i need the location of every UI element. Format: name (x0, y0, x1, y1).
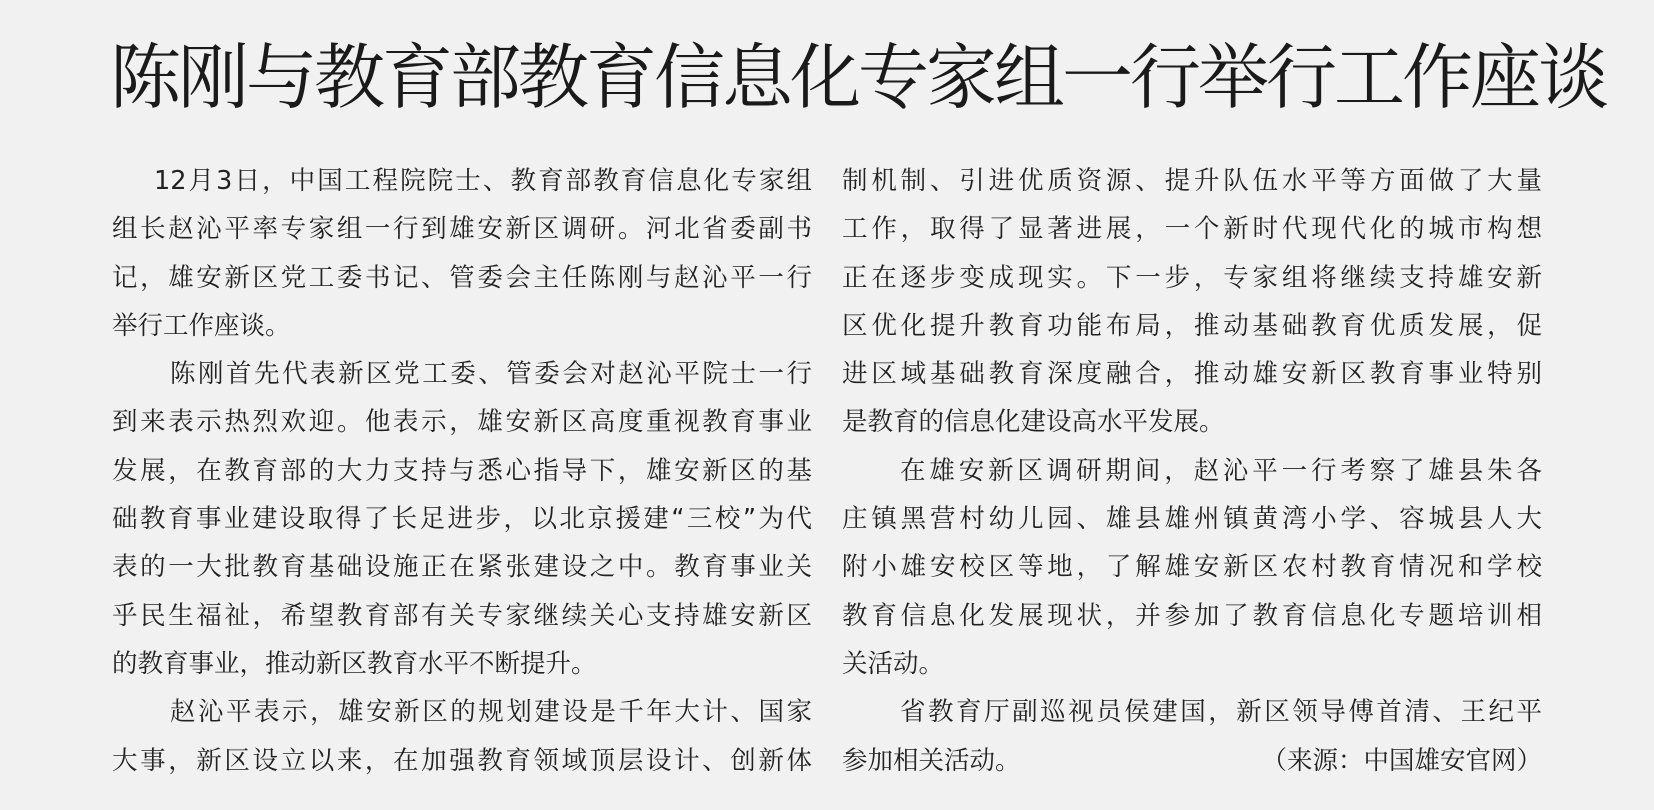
paragraph-line: 在雄安新区调研期间，赵沁平一行考察了雄县朱各 (900, 455, 1542, 486)
paragraph-line: 到来表示热烈欢迎。他表示，雄安新区高度重视教育事业 (112, 407, 812, 438)
paragraph-line: 附小雄安校区等地，了解雄安新区农村教育情况和学校 (842, 552, 1542, 583)
paragraph-line: 赵沁平表示，雄安新区的规划建设是千年大计、国家 (170, 697, 812, 728)
paragraph-line: 举行工作座谈。 (112, 310, 291, 341)
paragraph-line: 正在逐步变成现实。下一步，专家组将继续支持雄安新 (842, 262, 1542, 293)
paragraph-line: 乎民生福祉，希望教育部有关专家继续关心支持雄安新区 (112, 600, 812, 631)
paragraph-line: 区优化提升教育功能布局，推动基础教育优质发展，促 (842, 310, 1542, 341)
paragraph-line: 关活动。 (842, 648, 945, 679)
paragraph-line: 陈刚首先代表新区党工委、管委会对赵沁平院士一行 (170, 359, 812, 390)
paragraph-line: 的教育事业，推动新区教育水平不断提升。 (112, 648, 597, 679)
paragraph-line-text: 参加相关活动。 (842, 745, 1021, 776)
paragraph-line: 制机制、引进优质资源、提升队伍水平等方面做了大量 (842, 166, 1542, 196)
paragraph-line: 庄镇黑营村幼儿园、雄县雄州镇黄湾小学、容城县人大 (842, 504, 1542, 535)
article-left-column (112, 157, 812, 785)
article-source: （来源：中国雄安官网） (1261, 745, 1542, 776)
paragraph-line: 12月3日，中国工程院院士、教育部教育信息化专家组 (154, 166, 812, 196)
paragraph-line: 础教育事业建设取得了长足进步，以北京援建“三校”为代 (112, 504, 812, 535)
paragraph-line: 工作，取得了显著进展，一个新时代现代化的城市构想 (842, 214, 1542, 245)
paragraph-line: 教育信息化发展现状，并参加了教育信息化专题培训相 (842, 600, 1542, 631)
paragraph-line-with-source (842, 737, 1542, 785)
article-right-column (842, 157, 1542, 785)
paragraph-line: 进区域基础教育深度融合，推动雄安新区教育事业特别 (842, 359, 1542, 390)
paragraph-line: 发展，在教育部的大力支持与悉心指导下，雄安新区的基 (112, 455, 812, 486)
paragraph-line: 组长赵沁平率专家组一行到雄安新区调研。河北省委副书 (112, 214, 812, 245)
paragraph-line: 表的一大批教育基础设施正在紧张建设之中。教育事业关 (112, 552, 812, 583)
paragraph-line: 省教育厅副巡视员侯建国，新区领导傅首清、王纪平 (900, 697, 1542, 728)
paragraph-line: 记，雄安新区党工委书记、管委会主任陈刚与赵沁平一行 (112, 262, 812, 293)
paragraph-line: 是教育的信息化建设高水平发展。 (842, 407, 1225, 438)
article-title: 陈刚与教育部教育信息化专家组一行举行工作座谈 (110, 36, 1607, 119)
paragraph-line: 大事，新区设立以来，在加强教育领域顶层设计、创新体 (112, 745, 812, 776)
